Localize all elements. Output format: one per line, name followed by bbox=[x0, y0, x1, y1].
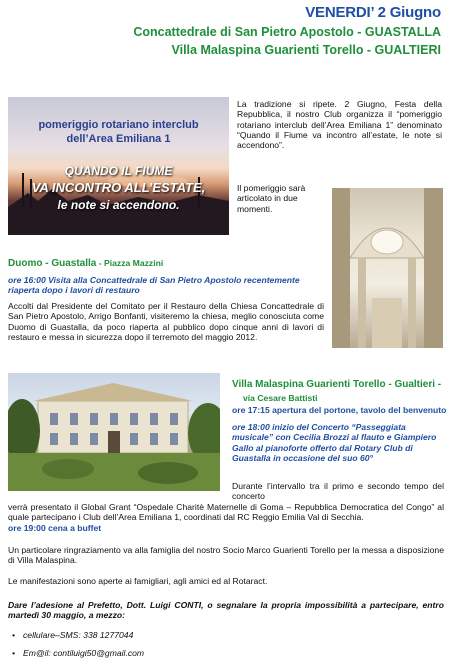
interval-paragraph bbox=[8, 481, 444, 522]
bullet-icon: • bbox=[12, 630, 16, 640]
villa-address: via Cesare Battisti bbox=[243, 393, 318, 403]
bullet-icon: • bbox=[12, 648, 16, 658]
villa-illustration bbox=[8, 373, 220, 491]
header bbox=[133, 4, 441, 58]
thanks-paragraph: Un particolare ringraziamento va alla famiglia del nostro Socio Marco Guarienti Torello per la messa a disposizione di Villa Malaspina. bbox=[8, 545, 444, 566]
villa-schedule-1800: ore 18:00 inizio del Concerto “Passeggiata musicale” con Cecilia Brozzi al flauto e Giampiero Gallo al pianoforte offerto dal Rotary Club di Guastalla in occasione del suo 60° bbox=[232, 422, 437, 463]
venue-gualtieri: Villa Malaspina Guarienti Torello - GUALTIERI bbox=[171, 43, 441, 57]
villa-heading: Villa Malaspina Guarienti Torello - Gualtieri - bbox=[232, 379, 442, 390]
event-banner-image bbox=[8, 97, 229, 235]
venue-guastalla: Concattedrale di San Pietro Apostolo - GUASTALLA bbox=[133, 25, 441, 39]
contact-email-text: Em@il: contiluigi50@gmail.com bbox=[23, 648, 145, 658]
duomo-description: Accolti dal Presidente del Comitato per il Restauro della Chiesa Concattedrale di San Pietro Apostolo, Arrigo Bonfanti, visiteremo la chiesa, meglio conosciuta come Duomo di Guastalla, da poco riaperta al pubblico dopo cinque anni di lavori di restauro e messa in sicurezza dopo il terremoto del maggio 2012. bbox=[8, 301, 324, 342]
banner-line-4: VA INCONTRO ALL’ESTATE, bbox=[31, 180, 206, 195]
villa-photo bbox=[8, 373, 220, 491]
duomo-heading bbox=[8, 258, 163, 270]
interval-line-1: Durante l’intervallo tra il primo e secondo tempo del concerto bbox=[232, 481, 444, 502]
banner-line-2: dell’Area Emiliana 1 bbox=[66, 133, 171, 145]
duomo-title: Duomo - Guastalla bbox=[8, 258, 97, 269]
intro-paragraph: La tradizione si ripete. 2 Giugno, Festa della Repubblica, il nostro Club organizza il “pomeriggio rotariano interclub dell’Area Emiliana 1” denominato “Quando il Fiume va incontro all’estate, le note si accendono”. bbox=[237, 99, 442, 151]
contact-email bbox=[12, 648, 144, 658]
duomo-schedule: ore 16:00 Visita alla Concattedrale di San Pietro Apostolo recentemente riaperta dopo i lavori di restauro bbox=[8, 275, 300, 296]
duomo-subtitle: - Piazza Mazzini bbox=[96, 258, 164, 268]
church-interior-photo bbox=[332, 188, 443, 348]
rsvp-paragraph: Dare l’adesione al Prefetto, Dott. Luigi CONTI, o segnalare la propria impossibilità a partecipare, entro martedì 30 maggio, a mezzo: bbox=[8, 600, 444, 621]
intro-paragraph-2: Il pomeriggio sarà articolato in due momenti. bbox=[237, 183, 306, 214]
church-dome-illustration bbox=[332, 188, 443, 348]
interval-rest: verrà presentato il Global Grant “Ospedale Charitè Maternelle di Goma – Repubblica Democratica del Congo” al quale partecipano i Club dell’Area Emiliana 1, coordinati dal RC Reggio Emilia Val di Secchia. bbox=[8, 501, 444, 522]
buffet-schedule: ore 19:00 cena a buffet bbox=[8, 523, 102, 533]
contact-phone bbox=[12, 630, 133, 640]
banner-line-1: pomeriggio rotariano interclub bbox=[38, 119, 199, 131]
contact-phone-text: cellulare–SMS: 338 1277044 bbox=[23, 630, 134, 640]
villa-schedule-1715: ore 17:15 apertura del portone, tavolo del benvenuto bbox=[232, 405, 447, 415]
event-date: VENERDI’ 2 Giugno bbox=[305, 4, 441, 21]
banner-line-5: le note si accendono. bbox=[57, 198, 180, 212]
banner-line-3: QUANDO IL FIUME bbox=[64, 164, 173, 178]
open-paragraph: Le manifestazioni sono aperte ai famigliari, agli amici ed al Rotaract. bbox=[8, 576, 268, 586]
